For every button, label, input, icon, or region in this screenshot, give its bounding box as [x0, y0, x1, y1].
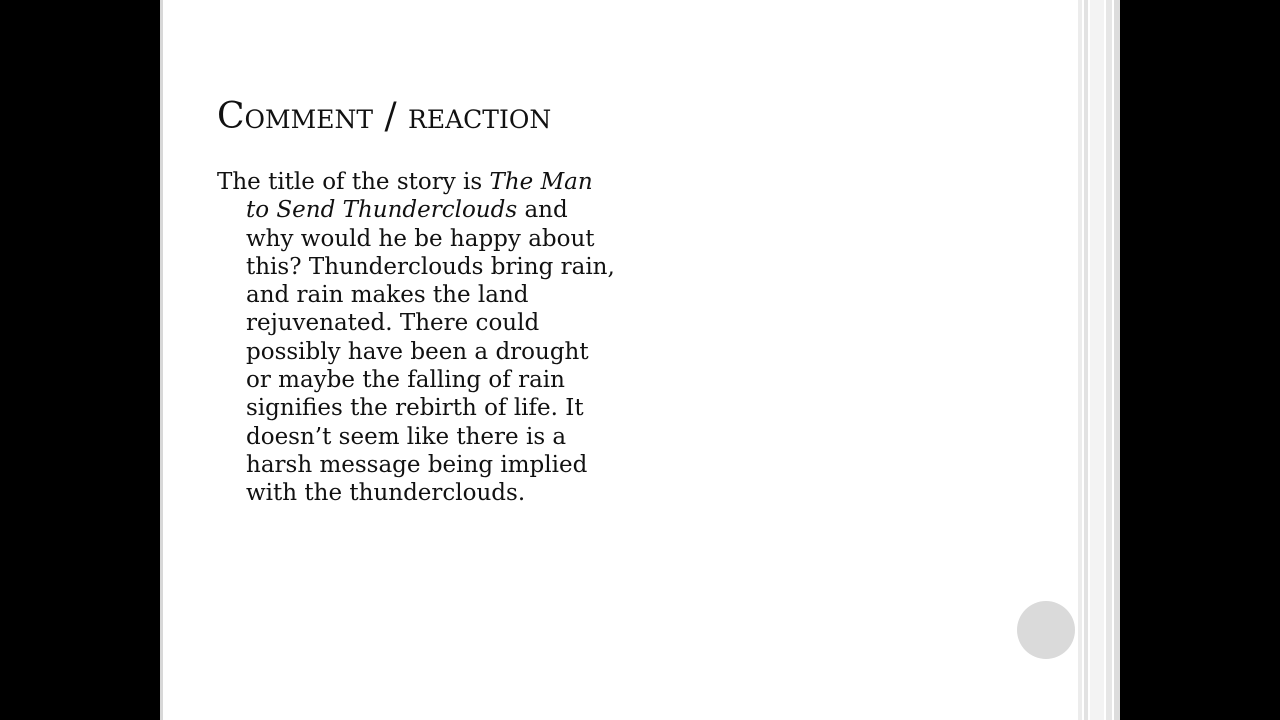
body-intro: The title of the story is — [217, 169, 483, 195]
slide-title: Comment / reaction — [217, 96, 552, 137]
circle-nav-icon[interactable] — [1017, 601, 1075, 659]
story-title: The Man to Send Thunderclouds — [246, 169, 593, 224]
decorative-stripe — [1084, 0, 1088, 720]
body-continuation: and why would he be happy about this? Thunderclouds bring rain, and rain makes the land rejuvenated. There could possibly have been a drought or maybe the falling of rain signifies the rebirth of life. It doesn’t seem like there is a harsh message being implied with the thunderclouds. — [246, 197, 615, 507]
decorative-stripe — [1114, 0, 1120, 720]
decorative-stripe — [1106, 0, 1112, 720]
slide-body-text — [217, 168, 616, 508]
decorative-stripe — [1078, 0, 1082, 720]
decorative-stripe — [1090, 0, 1104, 720]
slide-left-border — [160, 0, 163, 720]
slide — [160, 0, 1120, 720]
